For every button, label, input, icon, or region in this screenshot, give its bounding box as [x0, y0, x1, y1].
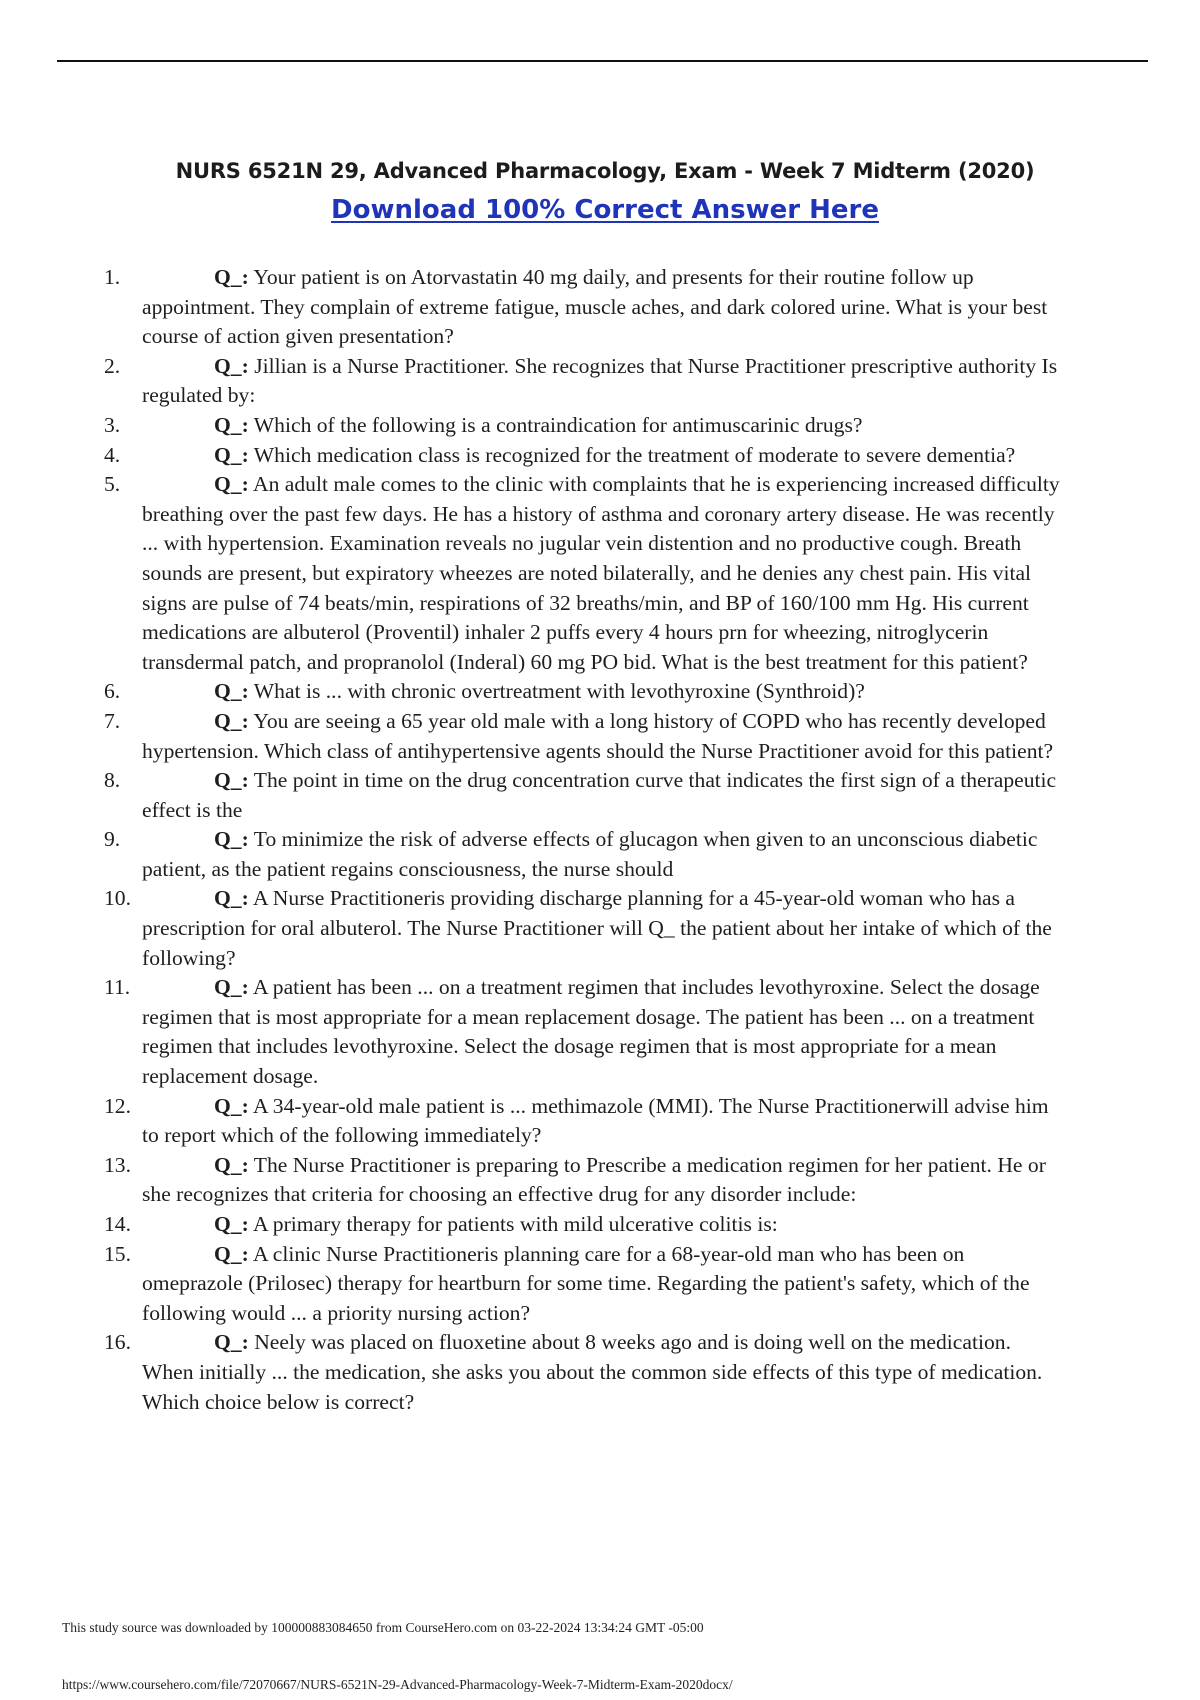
question-number: 1.: [104, 265, 121, 289]
question-text: Which medication class is recognized for the treatment of moderate to severe dementia?: [248, 442, 1016, 467]
question-text: The point in time on the drug concentration curve that indicates the first sign of a therapeutic effect is the: [142, 768, 1057, 822]
question-label: Q_:: [214, 1330, 249, 1355]
question-number: 2.: [104, 353, 121, 378]
question-number: 16.: [104, 1330, 131, 1355]
question-number: 5.: [104, 472, 121, 497]
question-text: The Nurse Practitioner is preparing to Prescribe a medication regimen for her patient. He or she recognizes that criteria for choosing an effective drug for any disorder include:: [142, 1152, 1046, 1207]
question-number: 9.: [104, 827, 121, 852]
question-item: [0, 1210, 1062, 1240]
question-label: Q_:: [214, 708, 249, 733]
question-text: Neely was placed on fluoxetine about 8 weeks ago and is doing well on the medication. When initially ... the medication, she asks you about the common side effects of this type of medication. Which choice below is correct?: [142, 1330, 1043, 1414]
question-label: Q_:: [214, 827, 249, 852]
question-text: An adult male comes to the clinic with complaints that he is experiencing increased difficulty breathing over the past few days. He has a history of asthma and coronary artery disease. He was recently ... with hypertension. Examination reveals no jugular vein distention and no productive cough. Breath sounds are present, but expiratory wheezes are noted bilaterally, and he denies any chest pain. His vital signs are pulse of 74 beats/min, respirations of 32 breaths/min, and BP of 160/100 mm Hg. His current medications are albuterol (Proventil) inhaler 2 puffs every 4 hours prn for wheezing, nitroglycerin transdermal patch, and propranolol (Inderal) 60 mg PO bid. What is the best treatment for this patient?: [142, 472, 1060, 674]
question-item: [0, 1151, 1062, 1210]
question-text: To minimize the risk of adverse effects of glucagon when given to an unconscious diabetic patient, as the patient regains consciousness, the nurse should: [142, 827, 1038, 881]
question-label: Q_:: [214, 679, 249, 704]
question-text: You are seeing a 65 year old male with a long history of COPD who has recently developed hypertension. Which class of antihypertensive agents should the Nurse Practitioner avoid for this patient?: [142, 708, 1054, 763]
question-item: [0, 352, 1062, 411]
question-label: Q_:: [214, 1241, 249, 1266]
document-header: [0, 157, 1200, 225]
question-item: [0, 825, 1062, 884]
question-number: 12.: [104, 1093, 131, 1118]
question-item: [0, 884, 1062, 973]
question-number: 13.: [104, 1152, 131, 1177]
question-item: [0, 1092, 1062, 1151]
question-item: [0, 470, 1062, 677]
question-label: Q_:: [214, 1152, 249, 1177]
question-text: What is ... with chronic overtreatment with levothyroxine (Synthroid)?: [248, 679, 865, 704]
question-label: Q_:: [214, 1212, 249, 1236]
question-label: Q_:: [214, 442, 249, 467]
question-item: [0, 1328, 1062, 1417]
question-number: 10.: [104, 886, 131, 911]
question-item: [0, 1240, 1062, 1329]
question-text: A clinic Nurse Practitioneris planning care for a 68-year-old man who has been on omeprazole (Prilosec) therapy for heartburn for some time. Regarding the patient's safety, which of the following would ... a priority nursing action?: [142, 1241, 1030, 1325]
question-number: 14.: [104, 1212, 131, 1236]
question-text: A patient has been ... on a treatment regimen that includes levothyroxine. Select the dosage regimen that is most appropriate for a mean replacement dosage. The patient has been ... on a treatment regimen that includes levothyroxine. Select the dosage regimen that is most appropriate for a mean replacement dosage.: [142, 975, 1040, 1089]
question-label: Q_:: [214, 353, 249, 378]
question-item: [0, 441, 1062, 471]
question-text: A Nurse Practitioneris providing discharge planning for a 45-year-old woman who has a prescription for oral albuterol. The Nurse Practitioner will Q_ the patient about her intake of which of the following?: [142, 886, 1052, 970]
footer-url: https://www.coursehero.com/file/72070667/NURS-6521N-29-Advanced-Pharmacology-Week-7-Midterm-Exam-2020docx/: [62, 1677, 733, 1692]
question-item: [0, 677, 1062, 707]
question-text: Your patient is on Atorvastatin 40 mg daily, and presents for their routine follow up appointment. They complain of extreme fatigue, muscle aches, and dark colored urine. What is your best course of action given presentation?: [142, 265, 1048, 349]
document-title: NURS 6521N 29, Advanced Pharmacology, Exam - Week 7 Midterm (2020): [175, 159, 1035, 183]
question-number: 15.: [104, 1241, 131, 1266]
question-number: 4.: [104, 442, 121, 467]
download-answer-link[interactable]: Download 100% Correct Answer Here: [331, 195, 879, 225]
download-source-note: This study source was downloaded by 100000883084650 from CourseHero.com on 03-22-2024 13:34:24 GMT -05:00: [62, 1620, 704, 1635]
question-number: 3.: [104, 412, 121, 437]
question-text: A 34-year-old male patient is ... methimazole (MMI). The Nurse Practitionerwill advise him to report which of the following immediately?: [142, 1093, 1049, 1148]
question-text: Jillian is a Nurse Practitioner. She recognizes that Nurse Practitioner prescriptive authority Is regulated by:: [142, 353, 1058, 408]
question-item: [0, 973, 1062, 1091]
question-number: 11.: [104, 975, 131, 1000]
question-text: Which of the following is a contraindication for antimuscarinic drugs?: [248, 412, 863, 437]
question-label: Q_:: [214, 1093, 249, 1118]
question-number: 7.: [104, 708, 121, 733]
question-label: Q_:: [214, 768, 249, 793]
question-list: [0, 263, 1200, 1417]
question-label: Q_:: [214, 886, 249, 911]
question-item: [0, 263, 1062, 352]
question-item: [0, 411, 1062, 441]
question-item: [0, 766, 1062, 825]
question-label: Q_:: [214, 975, 249, 1000]
question-label: Q_:: [214, 472, 249, 497]
question-label: Q_:: [214, 412, 249, 437]
question-text: A primary therapy for patients with mild ulcerative colitis is:: [248, 1212, 778, 1236]
question-number: 6.: [104, 679, 121, 704]
question-item: [0, 707, 1062, 766]
question-label: Q_:: [214, 265, 249, 289]
question-number: 8.: [104, 768, 121, 793]
top-horizontal-rule: [57, 60, 1148, 62]
